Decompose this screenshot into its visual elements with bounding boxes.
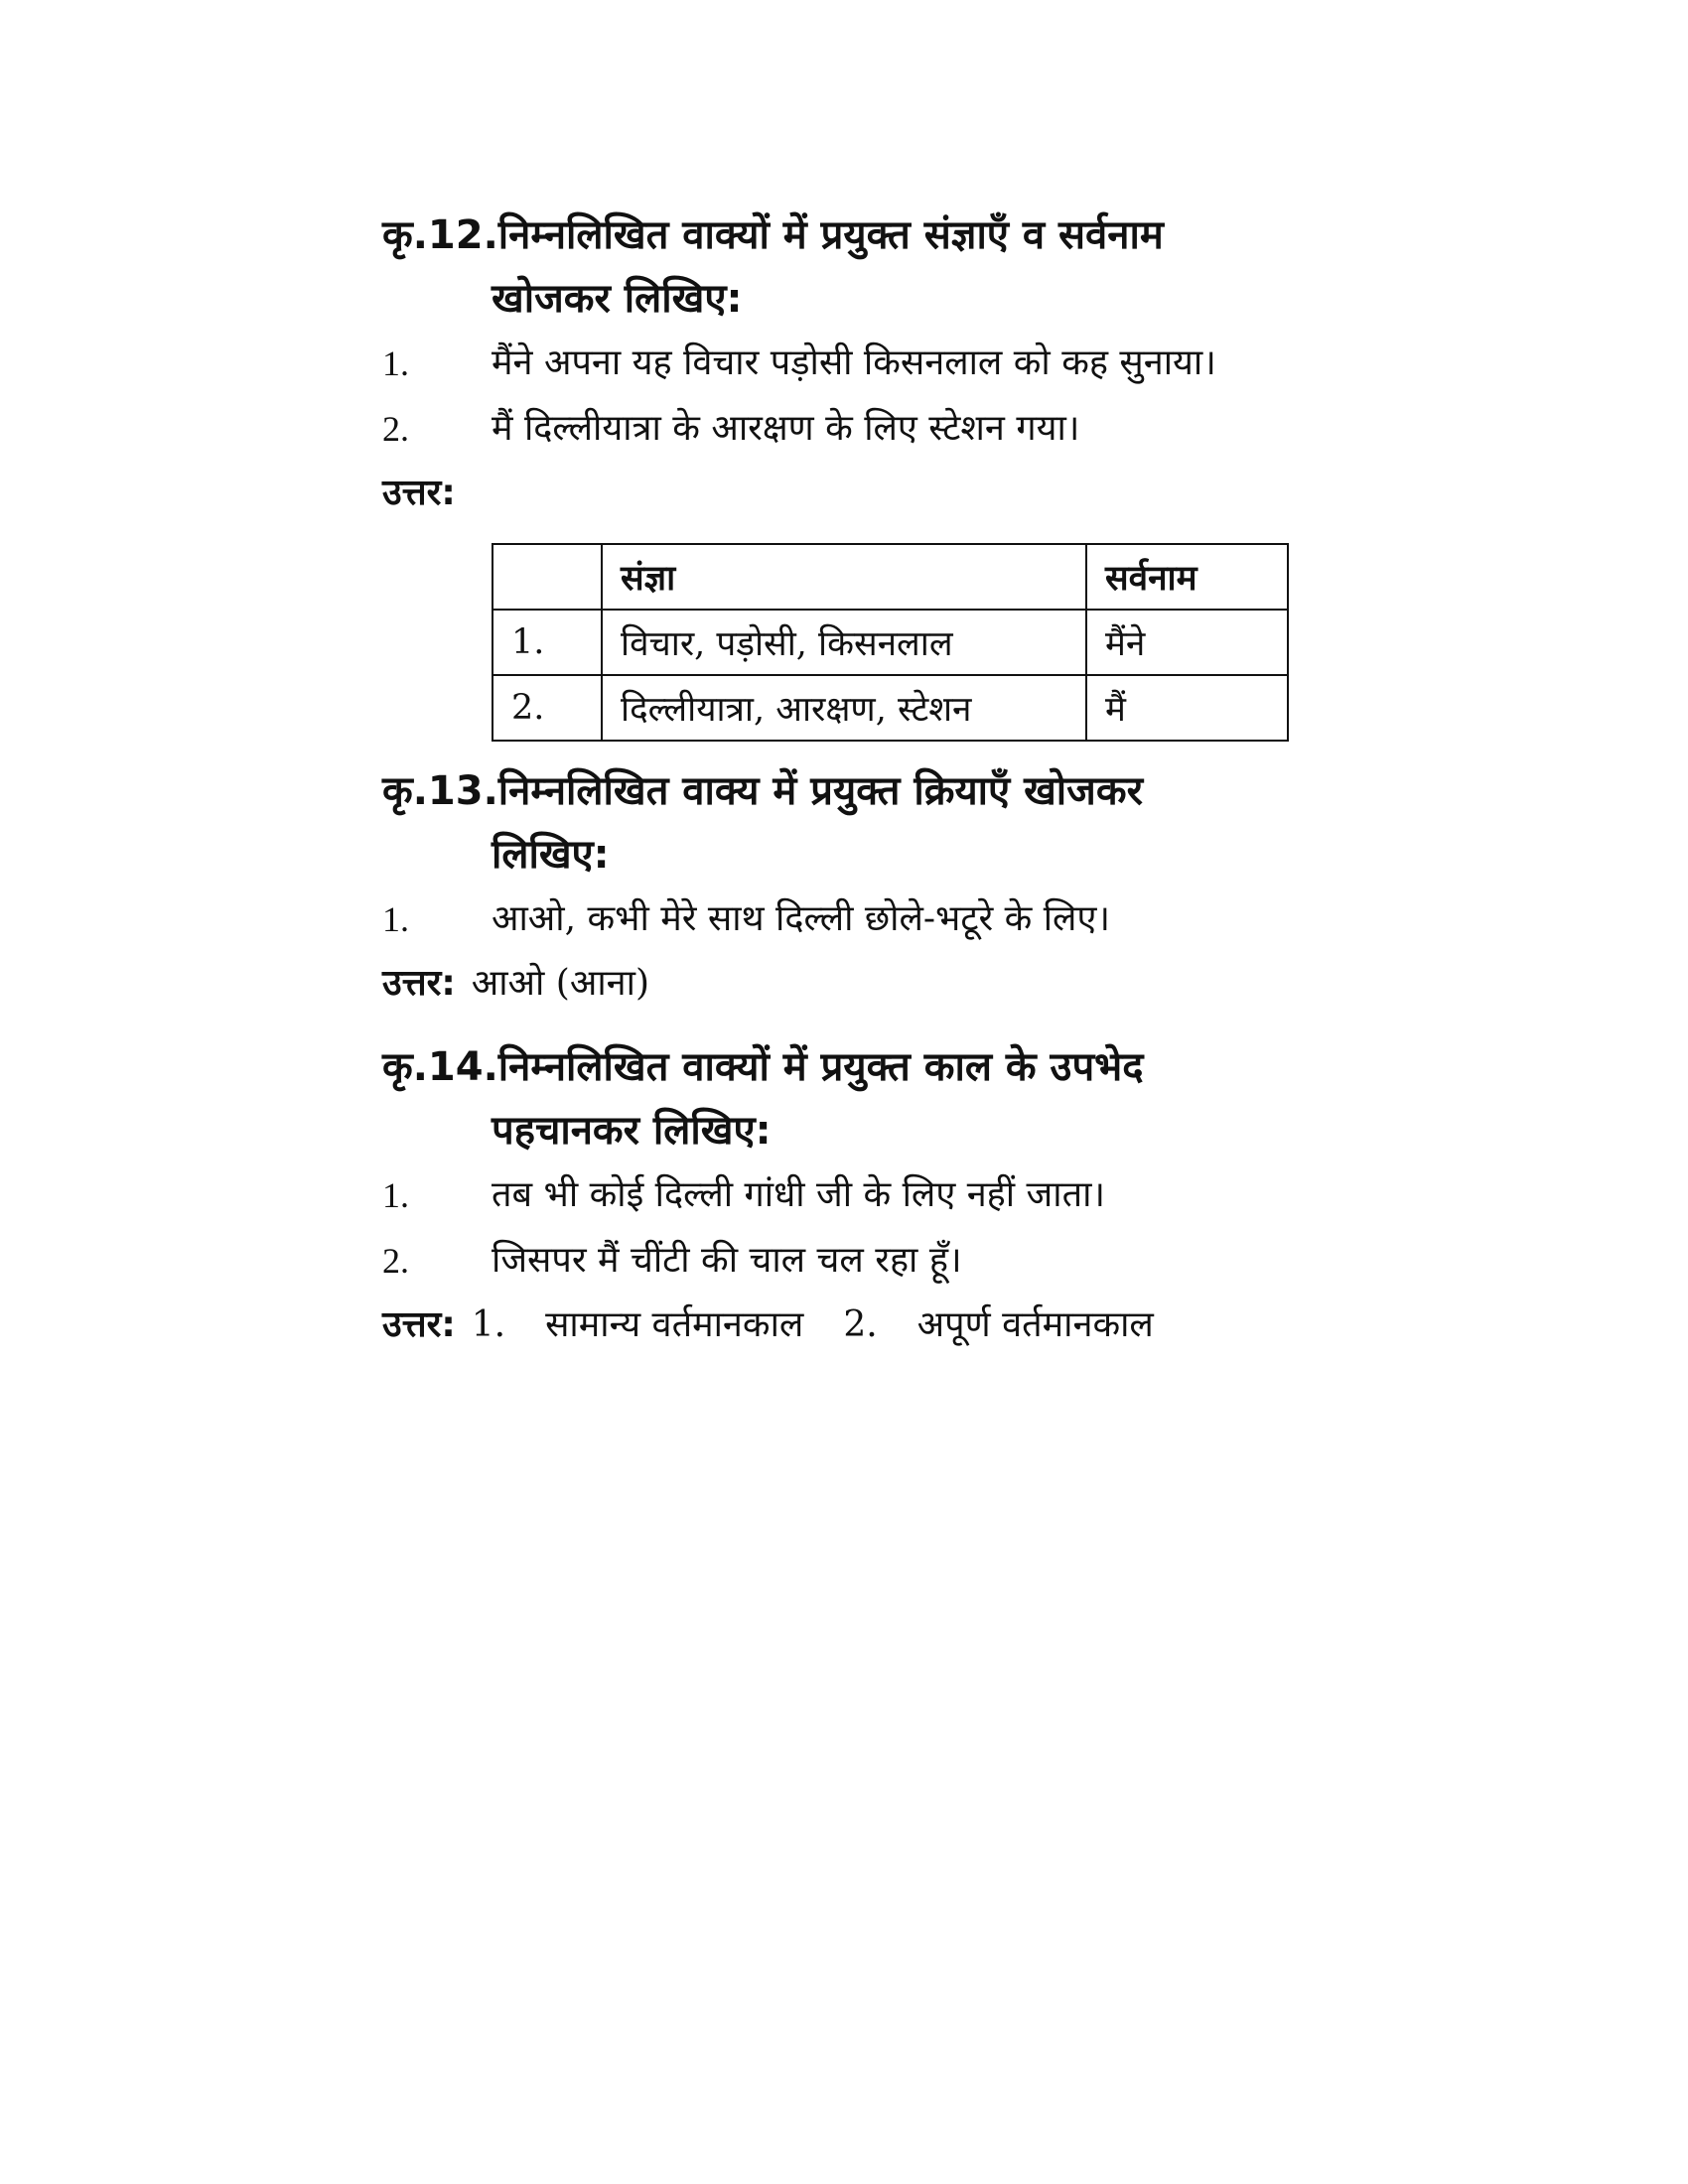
list-item [382, 1228, 1291, 1294]
answer-label: उत्तर: [382, 1304, 456, 1345]
list-item [382, 331, 1291, 396]
question-number: कृ.12. [382, 212, 498, 258]
table-header: सर्वनाम [1086, 544, 1288, 610]
question-14-heading [382, 1035, 1291, 1099]
answer-label: उत्तर: [382, 963, 456, 1004]
list-item [382, 887, 1291, 952]
list-item [382, 1162, 1291, 1228]
answer-number: 1. [471, 1304, 506, 1345]
answer-table [492, 543, 1289, 742]
answer-text: आओ (आना) [471, 963, 649, 1004]
question-text: निम्नलिखित वाक्य में प्रयुक्त क्रियाएँ खोजकर [497, 768, 1143, 814]
table-cell: दिल्लीयात्रा, आरक्षण, स्टेशन [602, 675, 1086, 741]
item-number: 1. [382, 1175, 409, 1215]
question-text: निम्नलिखित वाक्यों में प्रयुक्त काल के उपभेद [497, 1044, 1144, 1090]
table-cell: मैं [1086, 675, 1288, 741]
question-text-cont: पहचानकर लिखिए: [492, 1108, 772, 1154]
item-text: तब भी कोई दिल्ली गांधी जी के लिए नहीं जाता। [492, 1174, 1106, 1215]
table-header: संज्ञा [602, 544, 1086, 610]
table-header [492, 544, 602, 610]
answer-row [382, 462, 1291, 525]
question-text-cont: खोजकर लिखिए: [492, 276, 743, 322]
table-header-row [492, 544, 1288, 610]
table-row [492, 610, 1288, 675]
question-text: निम्नलिखित वाक्यों में प्रयुक्त संज्ञाएँ व सर्वनाम [497, 212, 1164, 258]
item-number: 1. [382, 899, 409, 939]
item-number: 1. [382, 343, 409, 383]
list-item [382, 396, 1291, 462]
table-cell: 2. [492, 675, 602, 741]
answer-text: अपूर्ण वर्तमानकाल [916, 1304, 1154, 1345]
question-number: कृ.13. [382, 768, 498, 814]
table-cell: विचार, पड़ोसी, किसनलाल [602, 610, 1086, 675]
item-text: मैं दिल्लीयात्रा के आरक्षण के लिए स्टेशन गया। [492, 408, 1080, 449]
item-text: आओ, कभी मेरे साथ दिल्ली छोले-भटूरे के लिए। [492, 898, 1111, 939]
answer-row [382, 952, 1291, 1016]
document-page [382, 204, 1291, 1357]
answer-label: उत्तर: [382, 473, 456, 513]
item-text: मैंने अपना यह विचार पड़ोसी किसनलाल को कह सुनाया। [492, 342, 1216, 383]
table-cell: 1. [492, 610, 602, 675]
item-number: 2. [382, 409, 409, 449]
question-13-heading [382, 759, 1291, 823]
question-12-heading [382, 204, 1291, 267]
item-text: जिसपर मैं चींटी की चाल चल रहा हूँ। [492, 1240, 962, 1281]
answer-number: 2. [843, 1304, 878, 1345]
answer-text: सामान्य वर्तमानकाल [545, 1304, 804, 1345]
table-cell: मैंने [1086, 610, 1288, 675]
table-row [492, 675, 1288, 741]
item-number: 2. [382, 1241, 409, 1281]
question-text-cont: लिखिए: [492, 832, 610, 878]
answer-row [382, 1294, 1291, 1357]
question-number: कृ.14. [382, 1044, 498, 1090]
